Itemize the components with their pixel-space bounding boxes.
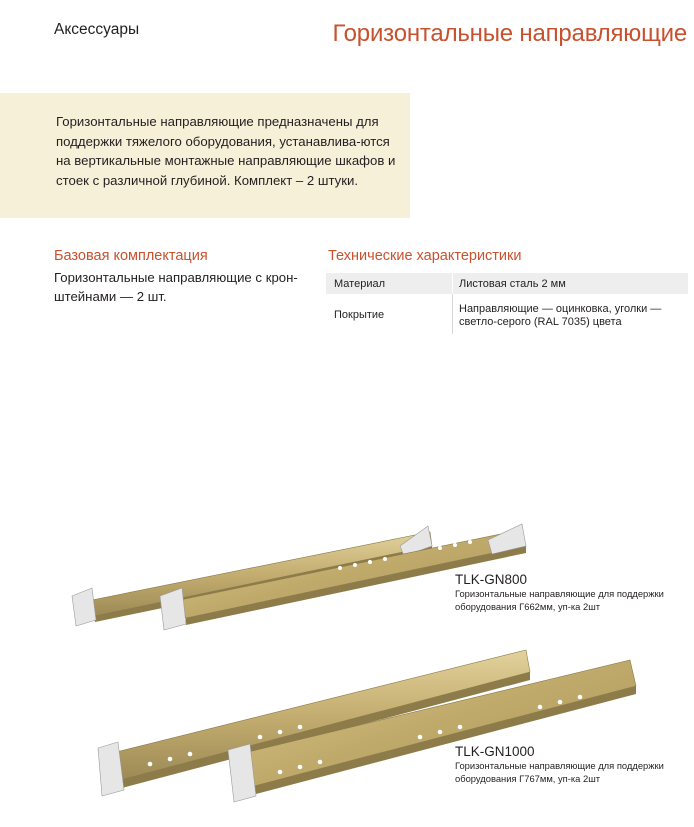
basic-config-title: Базовая комплектация: [54, 248, 208, 264]
spec-value: Направляющие — оцинковка, уголки — светло-серого (RAL 7035) цвета: [453, 294, 689, 334]
product-description: Горизонтальные направляющие для поддержки оборудования Г767мм, уп-ка 2шт: [455, 760, 664, 784]
spec-key: Материал: [326, 273, 453, 294]
basic-config-text: Горизонтальные направляющие с крон-штейнами — 2 шт.: [54, 270, 298, 304]
tech-specs-title: Технические характеристики: [328, 248, 522, 264]
intro-text: Горизонтальные направляющие предназначены для поддержки тяжелого оборудования, устанавлива-ются на вертикальные монтажные направляющие шкафов и стоек с различной глубиной. Комплект – 2 штуки.: [56, 114, 396, 188]
spec-key: Покрытие: [334, 309, 385, 321]
product-model: TLK-GN800: [455, 572, 528, 587]
spec-value: Листовая сталь 2 мм: [453, 273, 689, 294]
page-title: Горизонтальные направляющие: [332, 20, 687, 47]
product-model: TLK-GN1000: [455, 744, 535, 759]
product-description: Горизонтальные направляющие для поддержки оборудования Г662мм, уп-ка 2шт: [455, 588, 664, 612]
section-label: Аксессуары: [54, 21, 140, 38]
